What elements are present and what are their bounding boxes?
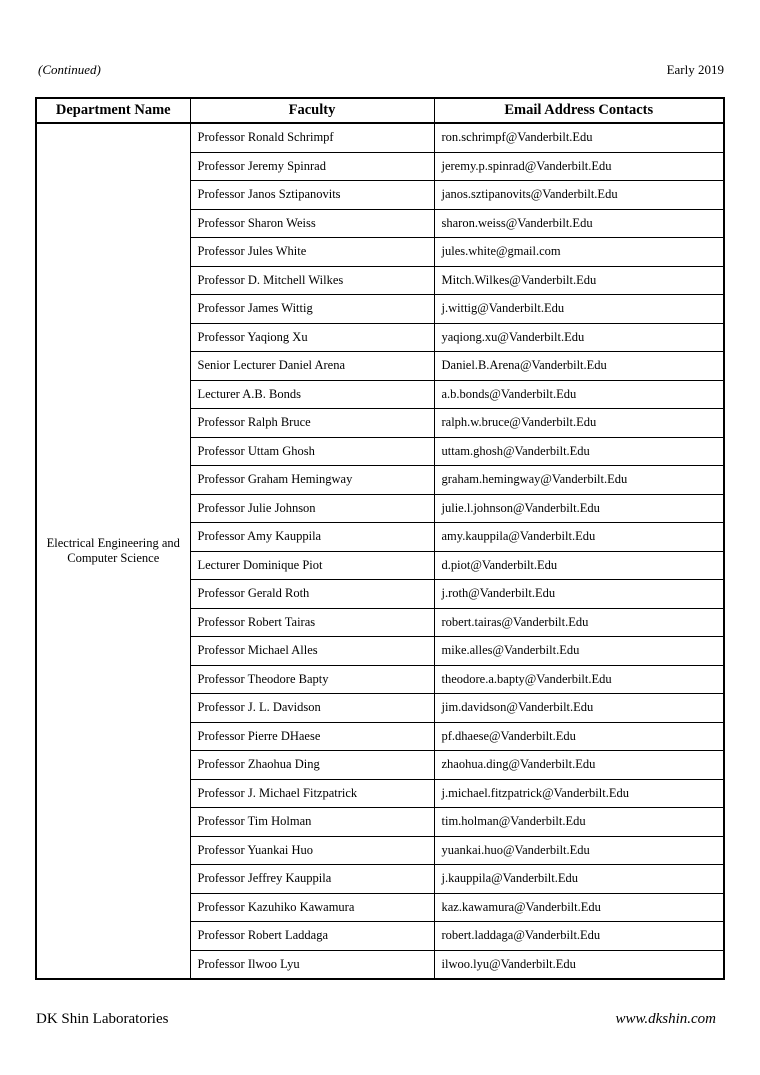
faculty-name-cell: Professor Jeremy Spinrad — [190, 152, 434, 181]
email-cell[interactable]: amy.kauppila@Vanderbilt.Edu — [434, 523, 724, 552]
faculty-name-cell: Professor Tim Holman — [190, 808, 434, 837]
faculty-name-cell: Professor D. Mitchell Wilkes — [190, 266, 434, 295]
email-cell[interactable]: robert.laddaga@Vanderbilt.Edu — [434, 922, 724, 951]
continued-label: (Continued) — [38, 62, 101, 77]
faculty-name-cell: Professor Uttam Ghosh — [190, 437, 434, 466]
email-cell[interactable]: sharon.weiss@Vanderbilt.Edu — [434, 209, 724, 238]
faculty-name-cell: Professor Julie Johnson — [190, 494, 434, 523]
email-cell[interactable]: jeremy.p.spinrad@Vanderbilt.Edu — [434, 152, 724, 181]
faculty-name-cell: Professor Jules White — [190, 238, 434, 267]
email-cell[interactable]: Mitch.Wilkes@Vanderbilt.Edu — [434, 266, 724, 295]
email-cell[interactable]: ralph.w.bruce@Vanderbilt.Edu — [434, 409, 724, 438]
faculty-name-cell: Professor Jeffrey Kauppila — [190, 865, 434, 894]
faculty-name-cell: Lecturer Dominique Piot — [190, 551, 434, 580]
faculty-name-cell: Professor Pierre DHaese — [190, 722, 434, 751]
faculty-name-cell: Professor Ronald Schrimpf — [190, 123, 434, 152]
email-cell[interactable]: graham.hemingway@Vanderbilt.Edu — [434, 466, 724, 495]
email-cell[interactable]: zhaohua.ding@Vanderbilt.Edu — [434, 751, 724, 780]
faculty-name-cell: Professor Ralph Bruce — [190, 409, 434, 438]
column-header-email: Email Address Contacts — [434, 98, 724, 123]
email-cell[interactable]: pf.dhaese@Vanderbilt.Edu — [434, 722, 724, 751]
faculty-name-cell: Professor J. L. Davidson — [190, 694, 434, 723]
email-cell[interactable]: a.b.bonds@Vanderbilt.Edu — [434, 380, 724, 409]
faculty-name-cell: Professor Ilwoo Lyu — [190, 950, 434, 979]
faculty-name-cell: Professor Sharon Weiss — [190, 209, 434, 238]
table-header-row — [36, 98, 724, 123]
faculty-name-cell: Professor J. Michael Fitzpatrick — [190, 779, 434, 808]
faculty-name-cell: Professor Amy Kauppila — [190, 523, 434, 552]
faculty-name-cell: Professor Janos Sztipanovits — [190, 181, 434, 210]
email-cell[interactable]: ron.schrimpf@Vanderbilt.Edu — [434, 123, 724, 152]
faculty-name-cell: Professor Graham Hemingway — [190, 466, 434, 495]
email-cell[interactable]: janos.sztipanovits@Vanderbilt.Edu — [434, 181, 724, 210]
email-cell[interactable]: tim.holman@Vanderbilt.Edu — [434, 808, 724, 837]
email-cell[interactable]: ilwoo.lyu@Vanderbilt.Edu — [434, 950, 724, 979]
email-cell[interactable]: j.roth@Vanderbilt.Edu — [434, 580, 724, 609]
table-body — [36, 123, 724, 979]
email-cell[interactable]: uttam.ghosh@Vanderbilt.Edu — [434, 437, 724, 466]
faculty-name-cell: Professor Yuankai Huo — [190, 836, 434, 865]
column-header-faculty: Faculty — [190, 98, 434, 123]
faculty-table — [35, 97, 725, 980]
faculty-name-cell: Professor Robert Tairas — [190, 608, 434, 637]
email-cell[interactable]: mike.alles@Vanderbilt.Edu — [434, 637, 724, 666]
email-cell[interactable]: kaz.kawamura@Vanderbilt.Edu — [434, 893, 724, 922]
email-cell[interactable]: jim.davidson@Vanderbilt.Edu — [434, 694, 724, 723]
faculty-name-cell: Professor Robert Laddaga — [190, 922, 434, 951]
date-label: Early 2019 — [666, 62, 724, 77]
email-cell[interactable]: theodore.a.bapty@Vanderbilt.Edu — [434, 665, 724, 694]
email-cell[interactable]: j.kauppila@Vanderbilt.Edu — [434, 865, 724, 894]
email-cell[interactable]: robert.tairas@Vanderbilt.Edu — [434, 608, 724, 637]
faculty-name-cell: Lecturer A.B. Bonds — [190, 380, 434, 409]
faculty-name-cell: Professor Gerald Roth — [190, 580, 434, 609]
department-name-cell: Electrical Engineering and Computer Science — [36, 123, 190, 979]
email-cell[interactable]: julie.l.johnson@Vanderbilt.Edu — [434, 494, 724, 523]
column-header-department: Department Name — [36, 98, 190, 123]
faculty-name-cell: Senior Lecturer Daniel Arena — [190, 352, 434, 381]
faculty-name-cell: Professor Kazuhiko Kawamura — [190, 893, 434, 922]
footer-organization: DK Shin Laboratories — [36, 1011, 169, 1027]
email-cell[interactable]: yuankai.huo@Vanderbilt.Edu — [434, 836, 724, 865]
faculty-name-cell: Professor Zhaohua Ding — [190, 751, 434, 780]
faculty-name-cell: Professor Michael Alles — [190, 637, 434, 666]
email-cell[interactable]: jules.white@gmail.com — [434, 238, 724, 267]
faculty-name-cell: Professor James Wittig — [190, 295, 434, 324]
email-cell[interactable]: d.piot@Vanderbilt.Edu — [434, 551, 724, 580]
faculty-name-cell: Professor Yaqiong Xu — [190, 323, 434, 352]
faculty-name-cell: Professor Theodore Bapty — [190, 665, 434, 694]
footer-website[interactable]: www.dkshin.com — [615, 1011, 716, 1027]
email-cell[interactable]: yaqiong.xu@Vanderbilt.Edu — [434, 323, 724, 352]
email-cell[interactable]: j.michael.fitzpatrick@Vanderbilt.Edu — [434, 779, 724, 808]
email-cell[interactable]: Daniel.B.Arena@Vanderbilt.Edu — [434, 352, 724, 381]
email-cell[interactable]: j.wittig@Vanderbilt.Edu — [434, 295, 724, 324]
table-row — [36, 123, 724, 152]
